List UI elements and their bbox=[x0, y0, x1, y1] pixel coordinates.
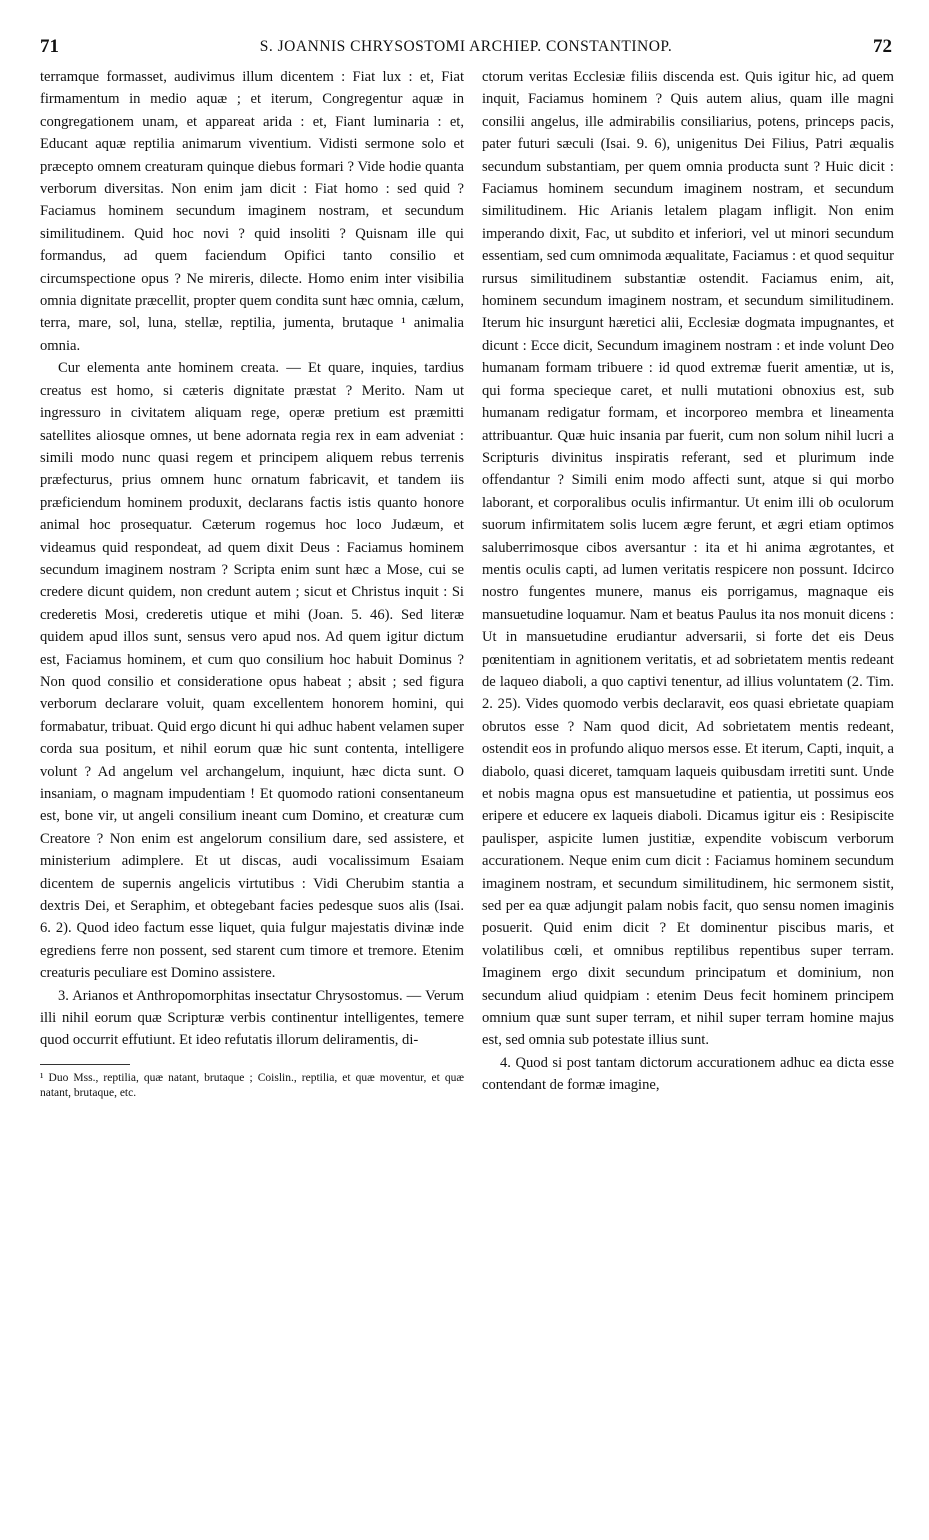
paragraph: 3. Arianos et Anthropomorphitas insectatur Chrysostomus. — Verum illi nihil eorum quæ Scripturæ verbis continentur intelligentes, temere quod occurrit effutiunt. Et ideo refutatis illorum deliramentis, di- bbox=[40, 987, 464, 1049]
paragraph: 4. Quod si post tantam dictorum accurationem adhuc ea dicta esse contendant de formæ imagine, bbox=[482, 1054, 894, 1094]
right-column bbox=[482, 66, 894, 1097]
paragraph: terramque formasset, audivimus illum dicentem : Fiat lux : et, Fiat firmamentum in medio aquæ ; et iterum, Congregentur aquæ in congregationem unam, et appareat arida : et, Fiant luminaria : et, Educant aquæ reptilia animarum viventium. Vidisti sermone solo et præcepto omnem creaturam quinque diebus formari ? Vide hodie quanta verborum diversitas. Non enim jam dicit : Fiat homo : sed quid ? Faciamus hominem secundum imaginem nostram, et secundum similitudinem. Quid hoc novi ? quid insoliti ? Quisnam ille qui formandus, ad quem faciendum Opifici tanto consilio et circumspectione opus ? Ne mireris, dilecte. Homo enim inter visibilia omnia dignitate præcellit, propter quem condita sunt hæc omnia, cælum, terra, mare, sol, luna, stellæ, reptilia, jumenta, brutaque ¹ animalia omnia. bbox=[40, 69, 464, 354]
footnote: ¹ Duo Mss., reptilia, quæ natant, brutaque ; Coislin., reptilia, et quæ moventur, et quæ natant, brutaque, etc. bbox=[40, 1071, 464, 1099]
page-number-left: 71 bbox=[40, 36, 59, 57]
left-column bbox=[40, 66, 464, 1101]
running-title: S. JOANNIS CHRYSOSTOMI ARCHIEP. CONSTANTINOP. bbox=[259, 38, 673, 55]
paragraph: ctorum veritas Ecclesiæ filiis discenda est. Quis igitur hic, ad quem inquit, Faciamus hominem ? Quis autem alius, quam ille magni consilii angelus, ille admirabilis consiliarius, potens, princeps pacis, pater futuri sæculi (Isai. 9. 6), unigenitus Dei Filius, Patri æqualis secundum substantiam, per quem omnia producta sunt ? Huic dicit : Faciamus hominem secundum imaginem nostram, et secundum similitudinem. Hic Arianis letalem plagam infligit. Non enim imperando dixit, Fac, ut subdito et inferiori, vel ut minori secundum essentiam, sed cum omnimoda æqualitate, Faciamus : et quod sequitur rursus similitudinem substantiæ ostendit. Faciamus enim, ait, hominem secundum imaginem nostram, et secundum similitudinem. Iterum hic insurgunt hæretici alii, Ecclesiæ dogmata impugnantes, et dicunt : Ecce dicit, Secundum imaginem nostram : et inde volunt Deo humanam formam tribuere : id quod extremæ fuerit amentiæ, ut is, qui forma specieque caret, et nulli mutationi obnoxius est, sub humanam redigatur formam, et incorporeo membra et lineamenta attribuantur. Quæ huic insania par fuerit, cum non solum nihil lucri a Scripturis divinitus inspiratis referant, sed et plurimum inde offendantur ? Simili enim modo affecti sunt, atque si qui morbo laborant, et corporalibus oculis infirmantur. Ut enim illi ob oculorum suorum infirmitatem solis lucem ægre ferunt, et ægri etiam optimos saluberrimosque cibos aversantur : ita et hi anima ægrotantes, et mentis oculis capti, ad lumen veritatis respicere non possunt. Idcirco nostro fungentes munere, manus eis porrigamus, magnaque eis mansuetudine loquamur. Nam et beatus Paulus ita nos monuit dicens : Ut in mansuetudine erudiantur adversarii, si forte det eis Deus pœnitentiam in agnitionem veritatis, et ad sobrietatem mentis redeant de laqueo diaboli, a quo captivi tenentur, ad illius voluntatem (2. Tim. 2. 25). Vides quomodo verbis declaravit, eos quasi ebrietate quapiam obrutos esse ? Nam quod dicit, Ad sobrietatem mentis redeant, ostendit eos in profundo aliquo mersos esse. Et iterum, Capti, inquit, a diabolo, quasi diceret, tamquam laqueis quibusdam irretiti sunt. Unde et nobis magna opus est mansuetudine et patientia, ut possimus eos eripere et educere ex laqueis diaboli. Dicamus igitur eis : Resipiscite paulisper, aspicite lumen justitiæ, expendite vobiscum verborum accurationem. Neque enim cum dicit : Faciamus hominem secundum imaginem nostram, et secundum similitudinem, hic sermonem sistit, sed per ea quæ adjungit palam nobis facit, quo sensu nomen imaginis posuerit. Quid enim dicit ? Et dominentur piscibus maris, et volatilibus cœli, et omnibus reptilibus repentibus super terram. Imaginem ergo dixit secundum principatum et dominium, non secundum aliud quidpiam : etenim Deus fecit hominem principem omnium quæ sunt super terram, et nihil super terram homine majus est, sed omnia sub potestate illius sunt. bbox=[482, 69, 894, 1049]
page-number-right: 72 bbox=[873, 36, 892, 57]
paragraph: Cur elementa ante hominem creata. — Et quare, inquies, tardius creatus est homo, si cæteris dignitate præstat ? Merito. Nam ut ingressuro in civitatem aliquam rege, operæ pretium est præmitti satellites aliosque omnes, ut bene adornata regia rex in eam adveniat : simili modo nunc quasi regem et principem aliquem rebus terrenis præfecturus, prius omnem hunc ornatum fabricavit, et tandem iis præficiendum hominem produxit, declarans factis istis quanto honore animal hoc prosequatur. Cæterum rogemus hoc loco Judæum, et videamus quid respondeat, ad quem dixit Deus : Faciamus hominem secundum imaginem nostram ? Scripta enim sunt hæc a Mose, cui se credere dicunt quidem, non credunt autem ; sicut et Christus inquit : Si crederetis Mosi, crederetis utique et mihi (Joan. 5. 46). Sed literæ quidem apud illos sunt, sensus vero apud nos. Ad quem igitur dictum est, Faciamus hominem, et cum quo consilium hoc habuit Dominus ? Non quod consilio et consideratione opus habeat ; absit ; sed figura verborum declarare voluit, quam excellentem honorem homini, qui formabatur, tribuat. Quid ergo dicunt hi qui adhuc habent velamen super corda sua positum, et nihil eorum quæ hic sunt contenta, intelligere volunt ? Ad angelum vel archangelum, inquiunt, hæc dicta sunt. O insaniam, o magnam impudentiam ! Et quomodo rationi consentaneum est, bone vir, ut angeli consilium ineant cum Domino, et creaturæ cum Creatore ? Non enim est angelorum consilium dare, sed assistere, et ministerium adimplere. Et ut discas, audi vocalissimum Esaiam dicentem de supernis angelicis virtutibus : Vidi Cherubim stantia a dextris Dei, et Seraphim, et obtegebant facies pedesque suos alis (Isai. 6. 2). Quod ideo factum esse liquet, quia fulgur majestatis divinæ inde egrediens ferre non possent, sed starent cum timore et tremore. Etenim creaturis peculiare est Domino assistere. bbox=[40, 360, 464, 982]
page-header bbox=[40, 36, 892, 58]
footnote-rule bbox=[40, 1064, 130, 1065]
